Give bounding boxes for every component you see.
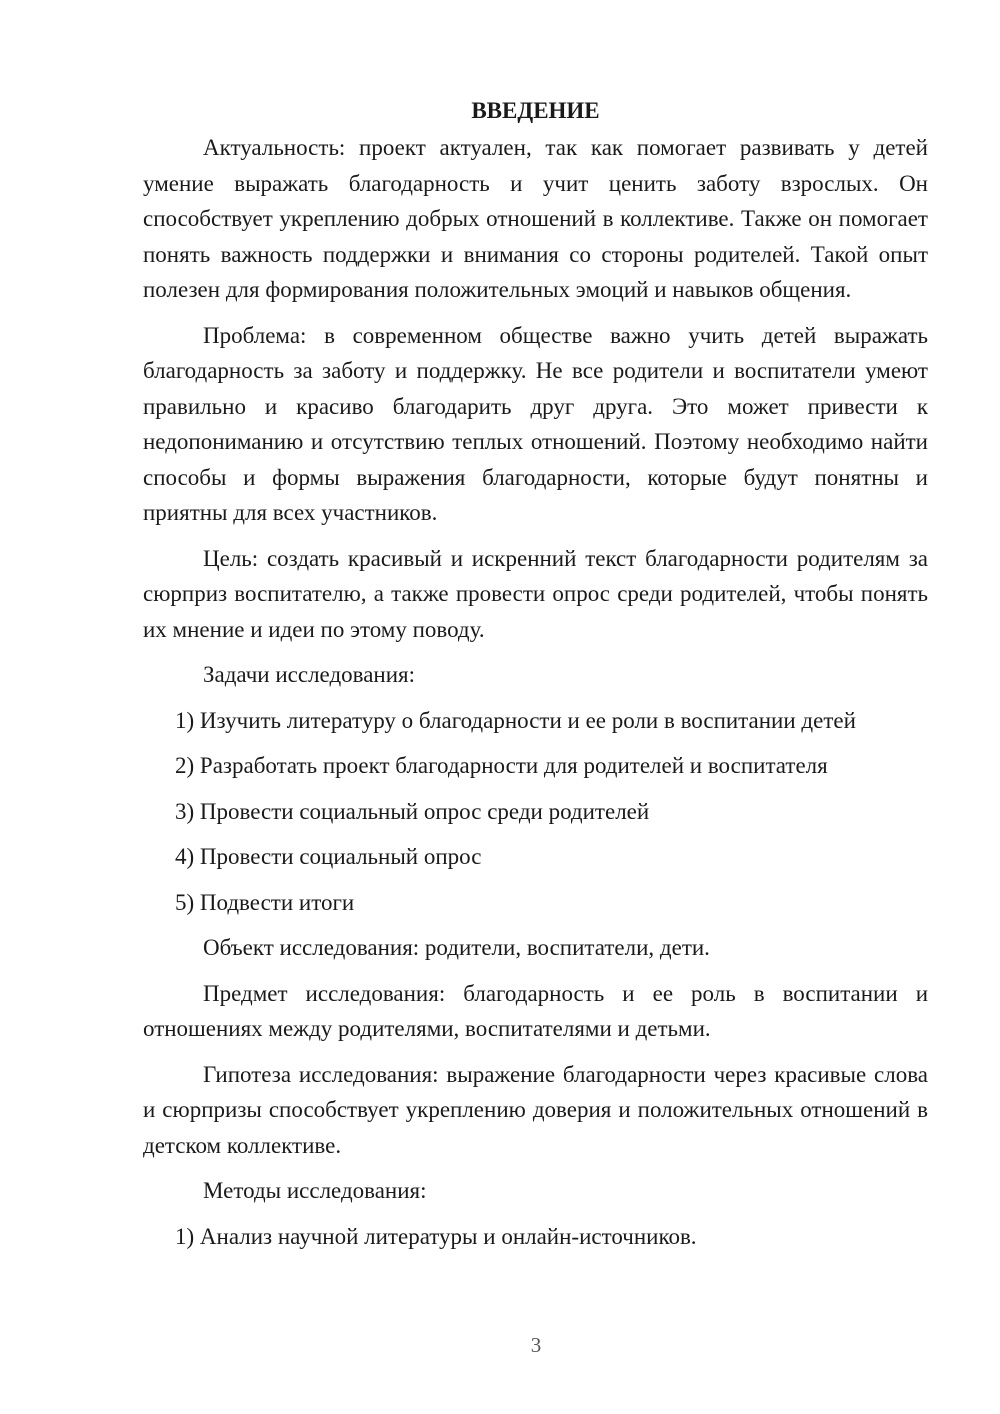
tasks-heading: Задачи исследования: [203, 662, 416, 687]
relevance-paragraph: Актуальность: проект актуален, так как помогает развивать у детей умение выражать благодарность и учит ценить заботу взрослых. Он способствует укреплению добрых отношений в коллективе. Также он помогает понять важность поддержки и внимания со стороны родителей. Такой опыт полезен для формирования положительных эмоций и навыков общения. [143, 135, 928, 302]
task-item: 2) Разработать проект благодарности для родителей и воспитателя [175, 753, 828, 778]
section-title: ВВЕДЕНИЕ [471, 98, 600, 123]
subject-paragraph: Предмет исследования: благодарность и ее роль в воспитании и отношениях между родителями, воспитателями и детьми. [143, 980, 928, 1041]
page-number-text: 3 [530, 1333, 542, 1357]
object-paragraph: Объект исследования: родители, воспитатели, дети. [203, 935, 710, 960]
problem-paragraph: Проблема: в современном обществе важно учить детей выражать благодарность за заботу и поддержку. Не все родители и воспитатели умеют правильно и красиво благодарить друг друга. Это может привести к недопониманию и отсутствию теплых отношений. Поэтому необходимо найти способы и формы выражения благодарности, которые будут понятны и приятны для всех участников. [143, 322, 928, 525]
methods-heading: Методы исследования: [203, 1178, 427, 1203]
document-page [143, 96, 928, 1264]
page-number [72, 1333, 1000, 1358]
task-item: 1) Изучить литературу о благодарности и ее роли в воспитании детей [175, 707, 856, 733]
task-item: 5) Подвести итоги [175, 889, 355, 915]
tasks-list [143, 703, 928, 921]
task-item: 3) Провести социальный опрос среди родителей [175, 798, 650, 824]
methods-list [143, 1219, 928, 1255]
goal-paragraph: Цель: создать красивый и искренний текст благодарности родителям за сюрприз воспитателю, а также провести опрос среди родителей, чтобы понять их мнение и идеи по этому поводу. [143, 545, 928, 642]
task-item: 4) Провести социальный опрос [175, 844, 482, 869]
hypothesis-paragraph: Гипотеза исследования: выражение благодарности через красивые слова и сюрпризы способствует укреплению доверия и положительных отношений в детском коллективе. [143, 1061, 928, 1158]
method-item: 1) Анализ научной литературы и онлайн-источников. [175, 1223, 697, 1249]
